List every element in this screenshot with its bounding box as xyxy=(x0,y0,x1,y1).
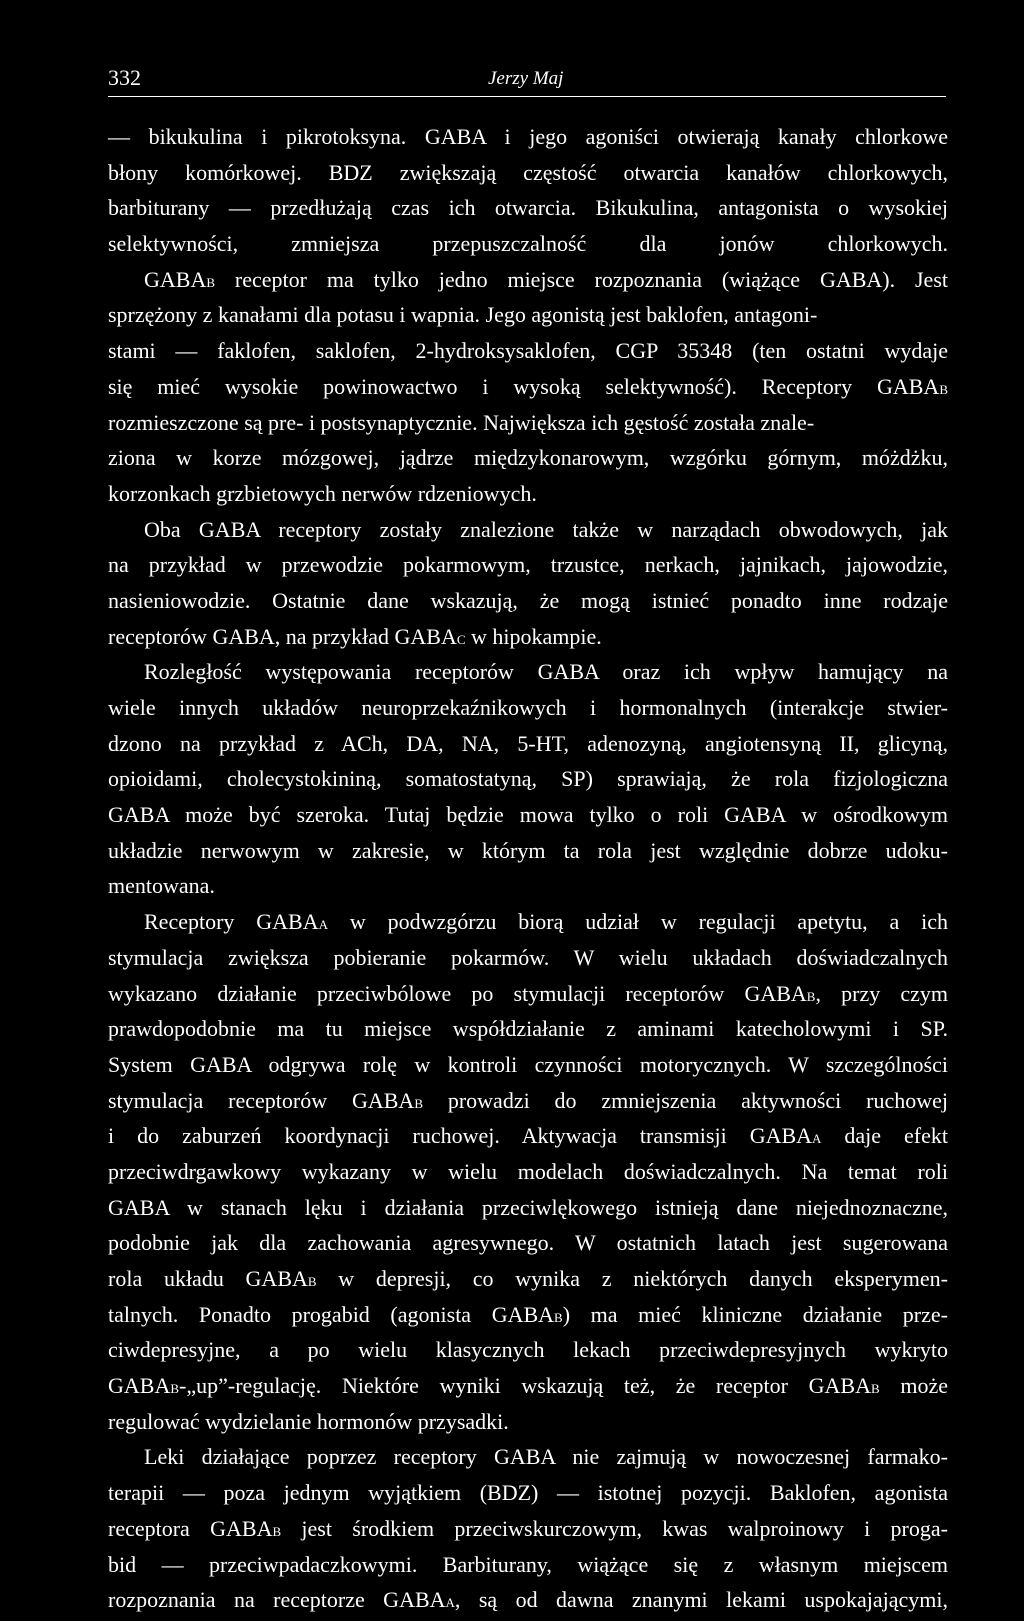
text-segment: GABA w stanach lęku i działania przeciwlękowego istnieją dane niejednoznaczne, xyxy=(108,1194,948,1220)
text-line xyxy=(108,262,948,298)
text-line xyxy=(108,1368,948,1404)
text-line xyxy=(108,405,948,441)
text-segment: dzono na przykład z ACh, DA, NA, 5-HT, adenozyną, angiotensyną II, glicyną, xyxy=(108,730,948,756)
text-segment: opioidami, cholecystokininą, somatostatyną, SP) sprawiają, że rola fizjologiczna xyxy=(108,766,948,792)
text-line xyxy=(108,976,948,1012)
text-line xyxy=(108,1011,948,1047)
text-segment: barbiturany — przedłużają czas ich otwarcia. Bikukulina, antagonista o wysokiej xyxy=(108,195,948,221)
text-segment: — bikukulina i pikrotoksyna. GABA i jego agoniści otwierają kanały chlorkowe xyxy=(108,124,948,149)
text-segment: rozmieszczone są pre- i postsynaptycznie. Największa ich gęstość została znale- xyxy=(108,409,815,435)
text-segment: Oba GABA receptory zostały znalezione także w narządach obwodowych, jak xyxy=(144,516,948,542)
text-segment: terapii — poza jednym wyjątkiem (BDZ) — istotnej pozycji. Baklofen, agonista xyxy=(108,1480,948,1506)
text-line xyxy=(108,1083,948,1119)
text-segment: mentowana. xyxy=(108,873,215,899)
text-segment: ziona w korze mózgowej, jądrze międzykonarowym, wzgórku górnym, móżdżku, xyxy=(108,445,948,471)
text-segment: prowadzi do zmniejszenia aktywności ruchowej xyxy=(422,1087,949,1113)
text-line xyxy=(108,119,948,155)
text-segment: receptor ma tylko jedno miejsce rozpoznania (wiążące GABA). Jest xyxy=(215,266,948,292)
text-segment: może xyxy=(879,1373,948,1399)
subscript-text: B xyxy=(939,381,948,397)
subscript-text: A xyxy=(318,917,328,933)
text-segment: regulować wydzielanie hormonów przysadki. xyxy=(108,1408,509,1434)
text-segment: , przy czym xyxy=(815,980,948,1006)
text-line xyxy=(108,333,948,369)
text-line xyxy=(108,1439,948,1475)
text-segment: receptora GABA xyxy=(108,1515,273,1541)
text-segment: , są od dawna znanymi lekami uspokajającymi, xyxy=(454,1587,948,1613)
text-line xyxy=(108,726,948,762)
text-line xyxy=(108,1047,948,1083)
text-segment: przeciwdrgawkowy wykazany w wielu modelach doświadczalnych. Na temat roli xyxy=(108,1158,948,1184)
text-line xyxy=(108,369,948,405)
text-segment: nasieniowodzie. Ostatnie dane wskazują, że mogą istnieć ponadto inne rodzaje xyxy=(108,587,948,613)
subscript-text: C xyxy=(456,631,466,647)
text-line xyxy=(108,1404,948,1440)
text-segment: daje efekt xyxy=(821,1123,949,1149)
subscript-text: B xyxy=(272,1523,282,1539)
text-segment: korzonkach grzbietowych nerwów rdzeniowych. xyxy=(108,480,537,506)
body-text xyxy=(108,119,948,1618)
subscript-text: B xyxy=(170,1381,180,1397)
text-line xyxy=(108,583,948,619)
subscript-text: A xyxy=(812,1131,822,1147)
text-line xyxy=(108,761,948,797)
text-segment: w podwzgórzu biorą udział w regulacji apetytu, a ich xyxy=(328,909,949,935)
subscript-text: B xyxy=(206,274,216,290)
text-line xyxy=(108,833,948,869)
text-line xyxy=(108,1190,948,1226)
text-line xyxy=(108,904,948,940)
text-line xyxy=(108,1297,948,1333)
subscript-text: B xyxy=(871,1381,880,1397)
text-segment: rola układu GABA xyxy=(108,1266,308,1291)
text-line xyxy=(108,940,948,976)
text-line xyxy=(108,1154,948,1190)
page-number: 332 xyxy=(108,65,141,90)
text-segment: rozpoznania na receptorze GABA xyxy=(108,1587,446,1613)
running-header xyxy=(108,64,946,97)
text-line xyxy=(108,1547,948,1583)
text-segment: receptorów GABA, na przykład GABA xyxy=(108,623,457,649)
text-line xyxy=(108,440,948,476)
text-segment: sprzężony z kanałami dla potasu i wapnia. Jego agonistą jest baklofen, antagoni- xyxy=(108,302,818,328)
text-line xyxy=(108,797,948,833)
text-segment: stymulacja receptorów GABA xyxy=(108,1087,415,1113)
text-line xyxy=(108,1475,948,1511)
text-segment: prawdopodobnie ma tu miejsce współdziałanie z aminami katecholowymi i SP. xyxy=(108,1016,948,1042)
text-segment: bid — przeciwpadaczkowymi. Barbiturany, wiążące się z własnym miejscem xyxy=(108,1551,948,1577)
text-line xyxy=(108,1261,948,1297)
text-segment: w depresji, co wynika z niektórych danych eksperymen- xyxy=(316,1266,948,1291)
text-line xyxy=(108,654,948,690)
text-segment: stami — faklofen, saklofen, 2-hydroksysaklofen, CGP 35348 (ten ostatni wydaje xyxy=(108,338,948,364)
text-segment: Leki działające poprzez receptory GABA nie zajmują w nowoczesnej farmako- xyxy=(144,1444,948,1470)
text-segment: i do zaburzeń koordynacji ruchowej. Aktywacja transmisji GABA xyxy=(108,1123,813,1149)
text-line xyxy=(108,476,948,512)
text-line xyxy=(108,690,948,726)
text-segment: na przykład w przewodzie pokarmowym, trzustce, nerkach, jajnikach, jajowodzie, xyxy=(108,552,948,578)
text-line xyxy=(108,619,948,655)
text-line xyxy=(108,1582,948,1618)
text-line xyxy=(108,1225,948,1261)
text-segment: się mieć wysokie powinowactwo i wysoką selektywność). Receptory GABA xyxy=(108,373,940,399)
text-segment: -„up”-regulację. Niektóre wyniki wskazują też, że receptor GABA xyxy=(179,1373,871,1399)
text-segment: GABA xyxy=(108,1373,171,1399)
text-line xyxy=(108,547,948,583)
text-segment: GABA może być szeroka. Tutaj będzie mowa tylko o roli GABA w ośrodkowym xyxy=(108,802,948,828)
text-segment: w hipokampie. xyxy=(465,623,602,649)
text-line xyxy=(108,1332,948,1368)
text-segment: talnych. Ponadto progabid (agonista GABA xyxy=(108,1301,555,1327)
text-line xyxy=(108,1511,948,1547)
text-segment: System GABA odgrywa rolę w kontroli czynności motorycznych. W szczególności xyxy=(108,1051,948,1077)
text-segment: stymulacja zwiększa pobieranie pokarmów. W wielu układach doświadczalnych xyxy=(108,944,948,970)
text-segment: podobnie jak dla zachowania agresywnego. W ostatnich latach jest sugerowana xyxy=(108,1230,948,1256)
subscript-text: A xyxy=(445,1595,455,1611)
text-segment: ciwdepresyjne, a po wielu klasycznych lekach przeciwdepresyjnych wykryto xyxy=(108,1337,948,1363)
subscript-text: B xyxy=(806,988,816,1004)
text-segment: Receptory GABA xyxy=(144,909,319,935)
text-segment: wiele innych układów neuroprzekaźnikowych i hormonalnych (interakcje stwier- xyxy=(108,695,948,720)
text-line xyxy=(108,190,948,226)
text-segment: układzie nerwowym w zakresie, w którym ta rola jest względnie dobrze udoku- xyxy=(108,837,948,863)
text-segment: jest środkiem przeciwskurczowym, kwas walproinowy i proga- xyxy=(281,1515,948,1541)
text-segment: wykazano działanie przeciwbólowe po stymulacji receptorów GABA xyxy=(108,980,807,1006)
text-segment: GABA xyxy=(144,266,207,292)
text-segment: ) ma mieć kliniczne działanie prze- xyxy=(562,1301,948,1327)
text-line xyxy=(108,155,948,191)
subscript-text: B xyxy=(554,1309,563,1325)
text-line xyxy=(108,226,948,262)
text-segment: błony komórkowej. BDZ zwiększają częstość otwarcia kanałów chlorkowych, xyxy=(108,159,948,185)
text-line xyxy=(108,512,948,548)
subscript-text: B xyxy=(307,1274,317,1289)
text-segment: Rozległość występowania receptorów GABA oraz ich wpływ hamujący na xyxy=(144,659,948,685)
text-segment: selektywności, zmniejsza przepuszczalność dla jonów chlorkowych. xyxy=(108,231,948,257)
text-line xyxy=(108,1118,948,1154)
text-line xyxy=(108,868,948,904)
running-head-author: Jerzy Maj xyxy=(488,68,564,89)
text-line xyxy=(108,297,948,333)
subscript-text: B xyxy=(414,1095,423,1111)
